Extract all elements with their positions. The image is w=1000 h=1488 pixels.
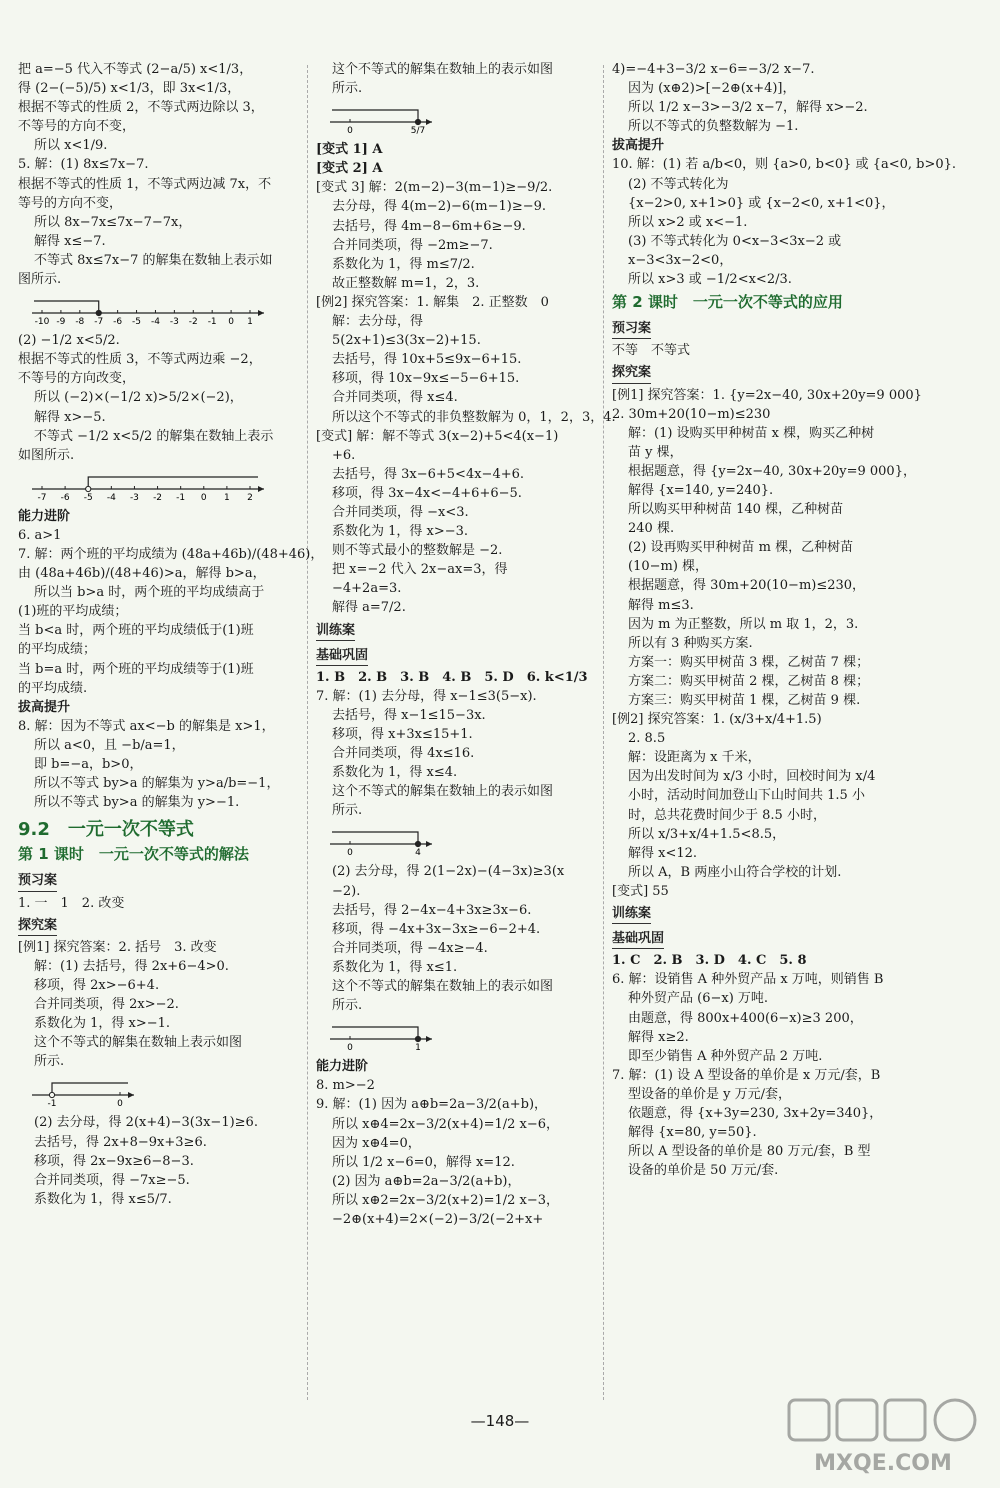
number-line-label: -3 xyxy=(169,317,179,328)
text-line: 移项，得 2x−9x≥6−8−3. xyxy=(34,1153,194,1169)
text-line: 1. 一 1 2. 改变 xyxy=(18,895,125,911)
bold-line: 能力进阶 xyxy=(18,508,71,524)
text-line: 移项，得 −4x+3x−3x≥−6−2+4. xyxy=(332,921,541,937)
text-line: 移项，得 3x−4x<−4+6+6−5. xyxy=(332,485,522,501)
text-line: 解得 x≥2. xyxy=(628,1029,689,1045)
text-line: 去括号，得 4m−8−6m+6≥−9. xyxy=(332,218,526,234)
text-line: 方案二：购买甲树苗 2 棵，乙树苗 8 棵； xyxy=(628,673,870,689)
number-line-label: 0 xyxy=(347,848,353,859)
text-line: 240 棵. xyxy=(628,521,675,537)
text-line: 所示. xyxy=(332,803,363,819)
text-line: 移项，得 10x−9x≤−5−6+15. xyxy=(332,371,520,387)
text-line: 把 a=−5 代入不等式 (2−a/5) x<1/3， xyxy=(18,62,253,77)
text-line: 所示. xyxy=(332,81,363,97)
text-line: 解得 a=7/2. xyxy=(332,600,406,616)
text-line: 合并同类项，得 −2m≥−7. xyxy=(332,237,493,253)
number-line xyxy=(28,1075,138,1109)
text-line: 不等 不等式 xyxy=(612,343,691,359)
text-line: 如图所示. xyxy=(18,447,75,463)
number-line xyxy=(326,1019,436,1053)
number-line-label: 1 xyxy=(247,317,253,328)
bold-line: 能力进阶 xyxy=(316,1059,369,1075)
text-line: 所以 A 型设备的单价是 80 万元/套，B 型 xyxy=(628,1144,871,1160)
number-line xyxy=(326,102,436,136)
text-line: 解：设距离为 x 千米， xyxy=(628,750,761,766)
text-line: (2) 去分母，得 2(1−2x)−(4−3x)≥3(x xyxy=(332,864,565,880)
text-line: 因为出发时间为 x/3 小时，回校时间为 x/4 xyxy=(628,769,876,785)
text-line: 解得 m≤3. xyxy=(628,597,694,613)
endpoint-dot xyxy=(415,1037,420,1042)
endpoint-dot xyxy=(49,1093,54,1098)
number-line-label: -7 xyxy=(37,492,47,503)
column-divider xyxy=(603,65,604,1400)
text-line: x−3<3x−2<0， xyxy=(628,252,733,268)
number-line-label: 0 xyxy=(228,317,234,328)
text-line: 合并同类项，得 4x≤16. xyxy=(332,746,475,762)
watermark-text: MXQE.COM xyxy=(814,1451,952,1476)
text-line: [例1] 探究答案：1. {y=2x−40, 30x+20y=9 000} xyxy=(612,387,922,403)
text-line: (2) 去分母，得 2(x+4)−3(3x−1)≥6. xyxy=(34,1115,258,1131)
number-line-label: 4 xyxy=(415,848,421,859)
text-line: (10−m) 棵， xyxy=(628,559,709,575)
subsection-heading: 训练案 xyxy=(612,904,651,924)
text-line: 去括号，得 x−1≤15−3x. xyxy=(332,707,486,723)
section-title: 9.2 一元一次不等式 xyxy=(18,819,194,841)
text-line: 移项，得 x+3x≤15+1. xyxy=(332,727,473,742)
page-number: —148— xyxy=(470,1412,530,1430)
text-line: 系数化为 1，得 x>−1. xyxy=(34,1016,171,1032)
text-line: 5(2x+1)≤3(3x−2)+15. xyxy=(332,333,481,349)
text-line: 不等号的方向改变， xyxy=(18,371,136,387)
subsection-heading: 训练案 xyxy=(316,621,355,641)
text-line: 系数化为 1，得 x≤5/7. xyxy=(34,1191,172,1207)
text-line: 去括号，得 2−4x−4+3x≥3x−6. xyxy=(332,902,532,918)
text-line: 解得 {x=140, y=240}. xyxy=(628,482,774,498)
bold-line: 拔高提升 xyxy=(18,699,71,715)
column-left xyxy=(18,60,324,1209)
watermark-logo xyxy=(787,1398,982,1478)
text-line: 所以不等式 by>a 的解集为 y>a/b=−1， xyxy=(34,776,280,792)
text-line: (2) 不等式转化为 xyxy=(628,176,729,192)
text-line: 时，总共花费时间少于 8.5 小时， xyxy=(628,807,826,823)
text-line: 设备的单价是 50 万元/套. xyxy=(628,1163,779,1179)
number-line-arrow xyxy=(426,1036,432,1042)
number-line-label: 2 xyxy=(247,492,253,503)
text-line: (3) 不等式转化为 0<x−3<3x−2 或 xyxy=(628,233,842,249)
text-line: 把 x=−2 代入 2x−ax=3，得 xyxy=(332,562,508,578)
text-line: 的平均成绩. xyxy=(18,680,88,696)
text-line: −2⊕(x+4)=2×(−2)−3/2(−2+x+ xyxy=(332,1211,544,1227)
text-line: 根据不等式的性质 2，不等式两边除以 3， xyxy=(18,100,264,116)
lesson-title: 第 1 课时 一元一次不等式的解法 xyxy=(18,845,249,864)
text-line: 所以 x>2 或 x<−1. xyxy=(628,214,748,230)
number-line-label: -6 xyxy=(60,492,70,503)
solution-ray xyxy=(332,1027,418,1039)
text-line: 9. 解：(1) 因为 a⊕b=2a−3/2(a+b)， xyxy=(316,1097,548,1113)
text-line: 7. 解：(1) 设 A 型设备的单价是 x 万元/套，B xyxy=(612,1067,881,1083)
text-line: 依题意，得 {x+3y=230, 3x+2y=340}， xyxy=(628,1105,883,1121)
text-line: 根据题意，得 {y=2x−40, 30x+20y=9 000}， xyxy=(628,463,916,479)
text-line: [例2] 探究答案：1. (x/3+x/4+1.5) xyxy=(612,712,822,728)
text-line: 即至少销售 A 种外贸产品 2 万吨. xyxy=(628,1048,823,1064)
number-line xyxy=(28,469,268,503)
number-line-label: -10 xyxy=(34,317,50,328)
text-line: 所以 x⊕4=2x−3/2(x+4)=1/2 x−6， xyxy=(332,1116,560,1132)
text-line: 4)=−4+3−3/2 x−6=−3/2 x−7. xyxy=(612,62,815,77)
number-line-arrow xyxy=(258,486,264,492)
text-line: 解得 {x=80, y=50}. xyxy=(628,1125,757,1141)
text-line: 6. 解：设销售 A 种外贸产品 x 万吨，则销售 B xyxy=(612,972,884,988)
text-line: 合并同类项，得 −4x≥−4. xyxy=(332,940,488,956)
subsection-heading: 基础巩固 xyxy=(612,929,664,949)
bold-line: [变式 2] A xyxy=(316,161,383,177)
endpoint-dot xyxy=(86,486,91,491)
column-right xyxy=(612,60,982,1180)
number-line-label: -2 xyxy=(153,492,163,503)
text-line: 不等式 −1/2 x<5/2 的解集在数轴上表示 xyxy=(34,428,274,444)
text-line: 所以 1/2 x−6=0，解得 x=12. xyxy=(332,1154,515,1170)
text-line: 方案一：购买甲树苗 3 棵，乙树苗 7 棵； xyxy=(628,654,870,670)
text-line: 所以 a<0，且 −b/a=1， xyxy=(34,737,185,753)
text-line: 所以 x/3+x/4+1.5<8.5， xyxy=(628,826,786,842)
number-line-label: -1 xyxy=(176,492,186,503)
text-line: 系数化为 1，得 m≤7/2. xyxy=(332,256,475,272)
text-line: [变式] 55 xyxy=(612,883,669,899)
text-line: 系数化为 1，得 x>−3. xyxy=(332,524,469,540)
text-line: 去括号，得 2x+8−9x+3≥6. xyxy=(34,1134,207,1150)
number-line-arrow xyxy=(426,841,432,847)
text-line: 6. a>1 xyxy=(18,527,62,543)
endpoint-dot xyxy=(415,120,420,125)
text-line: 所以 8x−7x≤7x−7−7x， xyxy=(34,214,192,230)
text-line: 因为 m 为正整数，所以 m 取 1，2，3. xyxy=(628,616,859,632)
text-line: 不等号的方向不变， xyxy=(18,119,136,135)
solution-ray xyxy=(34,301,99,313)
text-line: 得 (2−(−5)/5) x<1/3，即 3x<1/3， xyxy=(18,81,241,97)
text-line: 系数化为 1，得 x≤4. xyxy=(332,765,458,781)
text-line: 8. m>−2 xyxy=(316,1078,375,1094)
number-line-label: -1 xyxy=(47,1099,57,1110)
text-line: 这个不等式的解集在数轴上的表示如图 xyxy=(332,62,554,77)
text-line: 等号的方向不变， xyxy=(18,195,123,211)
lesson-title: 第 2 课时 一元一次不等式的应用 xyxy=(612,293,843,312)
text-line: 所以 x⊕2=2x−3/2(x+2)=1/2 x−3， xyxy=(332,1192,560,1208)
text-line: 合并同类项，得 −7x≥−5. xyxy=(34,1172,190,1188)
text-line: 2. 8.5 xyxy=(628,731,666,747)
text-line: 则不等式最小的整数解是 −2. xyxy=(332,543,503,559)
text-line: 由 (48a+46b)/(48+46)>a，解得 b>a， xyxy=(18,566,266,582)
text-line: 根据不等式的性质 1，不等式两边减 7x，不 xyxy=(18,176,272,192)
number-line-label: 0 xyxy=(347,126,353,137)
endpoint-dot xyxy=(96,311,101,316)
text-line: [变式 3] 解：2(m−2)−3(m−1)≥−9/2. xyxy=(316,180,553,196)
text-line: 解得 x<12. xyxy=(628,845,698,861)
text-line: 7. 解：(1) 去分母，得 x−1≤3(5−x). xyxy=(316,688,537,704)
number-line-label: -4 xyxy=(106,492,116,503)
text-line: [变式] 解：解不等式 3(x−2)+5<4(x−1) xyxy=(316,428,559,444)
text-line: 系数化为 1，得 x≤1. xyxy=(332,959,458,975)
text-line: 当 b<a 时，两个班的平均成绩低于(1)班 xyxy=(18,623,254,639)
text-line: +6. xyxy=(332,447,356,463)
text-line: 所以购买甲种树苗 140 棵，乙种树苗 xyxy=(628,502,844,518)
text-line: −2). xyxy=(332,883,361,899)
text-line: 因为 x⊕4=0， xyxy=(332,1135,421,1151)
number-line-label: -5 xyxy=(132,317,142,328)
column-divider xyxy=(307,65,308,1400)
text-line: 图所示. xyxy=(18,272,62,288)
text-line: 这个不等式的解集在数轴上表示如图 xyxy=(34,1035,243,1051)
text-line: 合并同类项，得 −x<3. xyxy=(332,504,469,520)
text-line: 所以当 b>a 时，两个班的平均成绩高于 xyxy=(34,585,265,601)
subsection-heading: 预习案 xyxy=(18,871,57,891)
text-line: 这个不等式的解集在数轴上的表示如图 xyxy=(332,979,554,995)
subsection-heading: 探究案 xyxy=(612,363,651,383)
text-line: 因为 (x⊕2)>[−2⊕(x+4)]， xyxy=(628,81,796,97)
column-middle xyxy=(316,60,616,1229)
subsection-heading: 探究案 xyxy=(18,916,57,936)
text-line: 10. 解：(1) 若 a/b<0，则 {a>0, b<0} 或 {a<0, b>0}. xyxy=(612,157,957,173)
solution-ray xyxy=(88,477,258,489)
text-line: 移项，得 2x>−6+4. xyxy=(34,977,160,993)
number-line-label: 1 xyxy=(224,492,230,503)
number-line-label: 5/7 xyxy=(410,126,426,137)
number-line-label: -5 xyxy=(83,492,93,503)
number-line-label: 1 xyxy=(415,1043,421,1054)
text-line: 解得 x>−5. xyxy=(34,409,106,425)
text-line: 根据不等式的性质 3，不等式两边乘 −2， xyxy=(18,352,262,368)
text-line: 所以不等式的负整数解为 −1. xyxy=(628,119,799,135)
text-line: 故正整数解 m=1，2，3. xyxy=(332,275,480,291)
text-line: 方案三：购买甲树苗 1 棵，乙树苗 9 棵. xyxy=(628,693,861,708)
bold-line: 1. C 2. B 3. D 4. C 5. 8 xyxy=(612,953,807,969)
text-line: 5. 解：(1) 8x≤7x−7. xyxy=(18,157,149,173)
text-line: 去括号，得 3x−6+5<4x−4+6. xyxy=(332,466,525,482)
text-line: 型设备的单价是 y 万元/套， xyxy=(628,1086,791,1102)
text-line: 所以 1/2 x−3>−3/2 x−7，解得 x>−2. xyxy=(628,100,868,116)
number-line-label: -4 xyxy=(150,317,160,328)
text-line: 2. 30m+20(10−m)≤230 xyxy=(612,406,771,422)
text-line: (2) 因为 a⊕b=2a−3/2(a+b)， xyxy=(332,1173,521,1189)
text-line: 解：(1) 设购买甲种树苗 x 棵，购买乙种树 xyxy=(628,425,875,441)
solution-ray xyxy=(332,832,418,844)
text-line: 由题意，得 800x+400(6−x)≥3 200， xyxy=(628,1010,863,1026)
text-line: 种外贸产品 (6−x) 万吨. xyxy=(628,991,769,1007)
number-line-arrow xyxy=(128,1092,134,1098)
number-line xyxy=(28,293,268,327)
number-line-arrow xyxy=(258,310,264,316)
number-line-label: -7 xyxy=(94,317,104,328)
text-line: 不等式 8x≤7x−7 的解集在数轴上表示如 xyxy=(34,252,273,268)
number-line-label: -1 xyxy=(207,317,217,328)
subsection-heading: 预习案 xyxy=(612,319,651,339)
number-line-label: -8 xyxy=(75,317,85,328)
text-line: 这个不等式的解集在数轴上的表示如图 xyxy=(332,784,554,800)
text-line: 根据题意，得 30m+20(10−m)≤230， xyxy=(628,578,866,594)
text-line: 即 b=−a，b>0， xyxy=(34,757,143,772)
number-line xyxy=(326,824,436,858)
number-line-arrow xyxy=(426,119,432,125)
text-line: 所以 (−2)×(−1/2 x)>5/2×(−2)， xyxy=(34,390,243,406)
text-line: [例2] 探究答案：1. 解集 2. 正整数 0 xyxy=(316,294,549,310)
number-line-label: 0 xyxy=(117,1099,123,1110)
text-line: 所示. xyxy=(34,1054,65,1070)
text-line: 去括号，得 10x+5≤9x−6+15. xyxy=(332,352,522,368)
text-line: 解得 x≤−7. xyxy=(34,233,106,249)
text-line: 苗 y 棵， xyxy=(628,444,683,460)
text-line: 所以 x>3 或 −1/2<x<2/3. xyxy=(628,272,792,288)
text-line: (2) −1/2 x<5/2. xyxy=(18,333,120,349)
text-line: (2) 设再购买甲种树苗 m 棵，乙种树苗 xyxy=(628,540,854,556)
text-line: [例1] 探究答案：2. 括号 3. 改变 xyxy=(18,939,217,955)
subsection-heading: 基础巩固 xyxy=(316,646,368,666)
number-line-label: -9 xyxy=(56,317,66,328)
text-line: {x−2>0, x+1>0} 或 {x−2<0, x+1<0}， xyxy=(628,195,895,211)
text-line: 所以 A，B 两座小山符合学校的计划. xyxy=(628,864,842,880)
text-line: (1)班的平均成绩； xyxy=(18,604,128,620)
bold-line: [变式 1] A xyxy=(316,142,383,158)
number-line-label: -2 xyxy=(188,317,198,328)
number-line-label: 0 xyxy=(200,492,207,503)
text-line: 8. 解：因为不等式 ax<−b 的解集是 x>1， xyxy=(18,718,275,734)
text-line: 解：去分母，得 xyxy=(332,314,424,330)
text-line: 所以不等式 by>a 的解集为 y>−1. xyxy=(34,795,240,811)
text-line: −4+2a=3. xyxy=(332,581,402,597)
text-line: 合并同类项，得 x≤4. xyxy=(332,390,458,406)
text-line: 7. 解：两个班的平均成绩为 (48a+46b)/(48+46)， xyxy=(18,546,324,562)
text-line: 所以这个不等式的非负整数解为 0，1，2，3，4. xyxy=(332,409,616,425)
text-line: 当 b=a 时，两个班的平均成绩等于(1)班 xyxy=(18,661,254,677)
bold-line: 1. B 2. B 3. B 4. B 5. D 6. k<1/3 xyxy=(316,669,588,685)
solution-ray xyxy=(332,110,418,122)
number-line-label: -6 xyxy=(113,317,123,328)
bold-line: 拔高提升 xyxy=(612,138,665,154)
text-line: 去分母，得 4(m−2)−6(m−1)≥−9. xyxy=(332,199,547,215)
endpoint-dot xyxy=(415,842,420,847)
text-line: 所以 x<1/9. xyxy=(34,138,108,154)
number-line-label: 0 xyxy=(347,1043,353,1054)
solution-ray xyxy=(52,1083,128,1095)
text-line: 所以有 3 种购买方案. xyxy=(628,635,753,651)
text-line: 解：(1) 去括号，得 2x+6−4>0. xyxy=(34,958,229,974)
text-line: 合并同类项，得 2x>−2. xyxy=(34,997,179,1013)
text-line: 的平均成绩； xyxy=(18,642,97,658)
number-line-label: -3 xyxy=(129,492,139,503)
text-line: 所示. xyxy=(332,998,363,1014)
text-line: 小时，活动时间加登山下山时间共 1.5 小 xyxy=(628,788,865,804)
